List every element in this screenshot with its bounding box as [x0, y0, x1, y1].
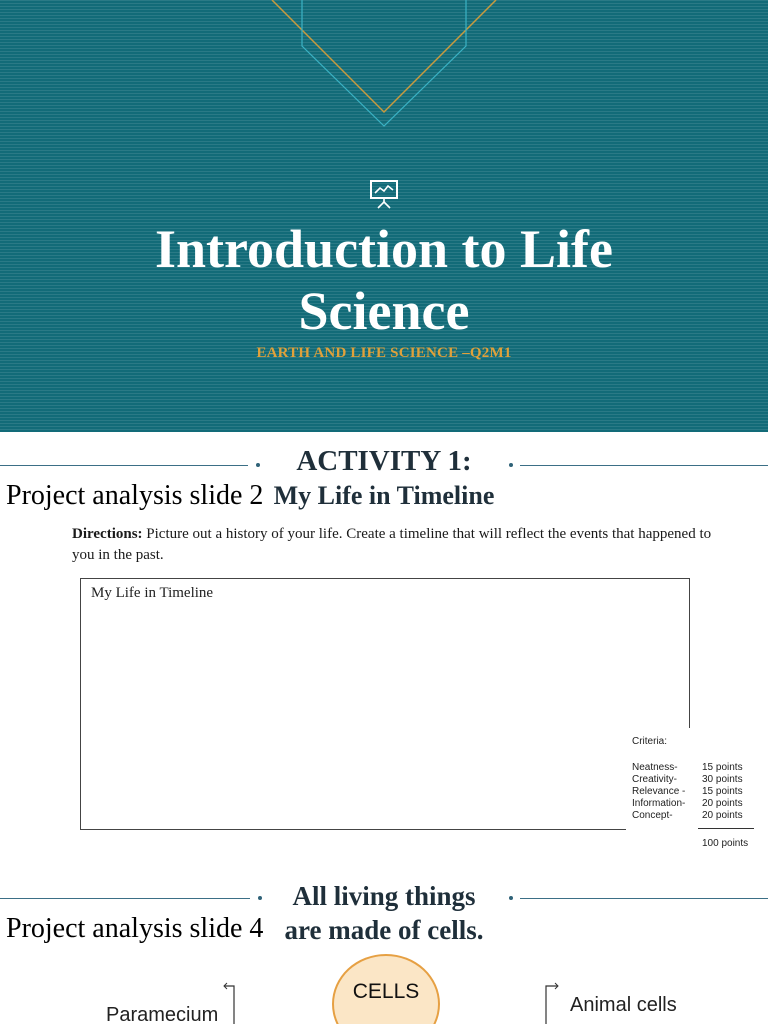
criteria-name: Concept-	[632, 810, 673, 821]
criteria-points: 15 points	[702, 786, 743, 797]
criteria-total-line	[698, 828, 754, 829]
paramecium-label: Paramecium	[106, 1004, 219, 1024]
criteria-points: 20 points	[702, 810, 743, 821]
activity-slide	[0, 432, 768, 864]
criteria-name: Information-	[632, 798, 686, 809]
presentation-board-icon	[368, 178, 400, 210]
criteria-title: Criteria:	[632, 736, 668, 747]
timeline-box	[80, 578, 690, 830]
criteria-total: 100 points	[702, 838, 749, 849]
timeline-box-label: My Life in Timeline	[91, 585, 214, 601]
title-slide	[0, 0, 768, 432]
animal-cells-label: Animal cells	[570, 994, 677, 1016]
slide-title: Introduction to Life Science	[154, 219, 614, 341]
cells-subheading: are made of cells.	[284, 915, 484, 945]
right-bracket	[540, 980, 564, 1024]
slide-caption: Project analysis slide 4	[6, 913, 264, 944]
criteria-row	[632, 810, 752, 822]
left-bracket	[220, 982, 240, 1024]
criteria-row	[632, 762, 752, 774]
criteria-points: 15 points	[702, 762, 743, 773]
slide-subtitle: EARTH AND LIFE SCIENCE –Q2M1	[256, 345, 512, 361]
cells-slide	[0, 864, 768, 1024]
criteria-points: 30 points	[702, 774, 743, 785]
criteria-row	[632, 774, 752, 786]
activity-subheading: My Life in Timeline	[273, 481, 495, 510]
cells-node	[332, 954, 440, 1024]
criteria-row	[632, 798, 752, 810]
criteria-name: Creativity-	[632, 774, 678, 785]
criteria-row	[632, 786, 752, 798]
cells-label: CELLS	[352, 980, 420, 1003]
divider-right	[520, 898, 768, 899]
directions-body: Picture out a history of your life. Create a timeline that will reflect the events that happened to you in the past.	[72, 526, 712, 563]
cells-heading: All living things	[292, 881, 476, 911]
slide-caption: Project analysis slide 2	[6, 480, 264, 511]
criteria-name: Neatness-	[632, 762, 678, 773]
criteria-table	[626, 728, 756, 864]
criteria-name: Relevance -	[632, 786, 686, 797]
directions-text	[72, 524, 712, 566]
divider-left	[0, 898, 250, 899]
divider-left	[0, 465, 248, 466]
decorative-diamonds	[0, 0, 768, 432]
directions-label: Directions:	[72, 526, 143, 542]
activity-heading: ACTIVITY 1:	[296, 445, 472, 477]
divider-right	[520, 465, 768, 466]
criteria-points: 20 points	[702, 798, 743, 809]
